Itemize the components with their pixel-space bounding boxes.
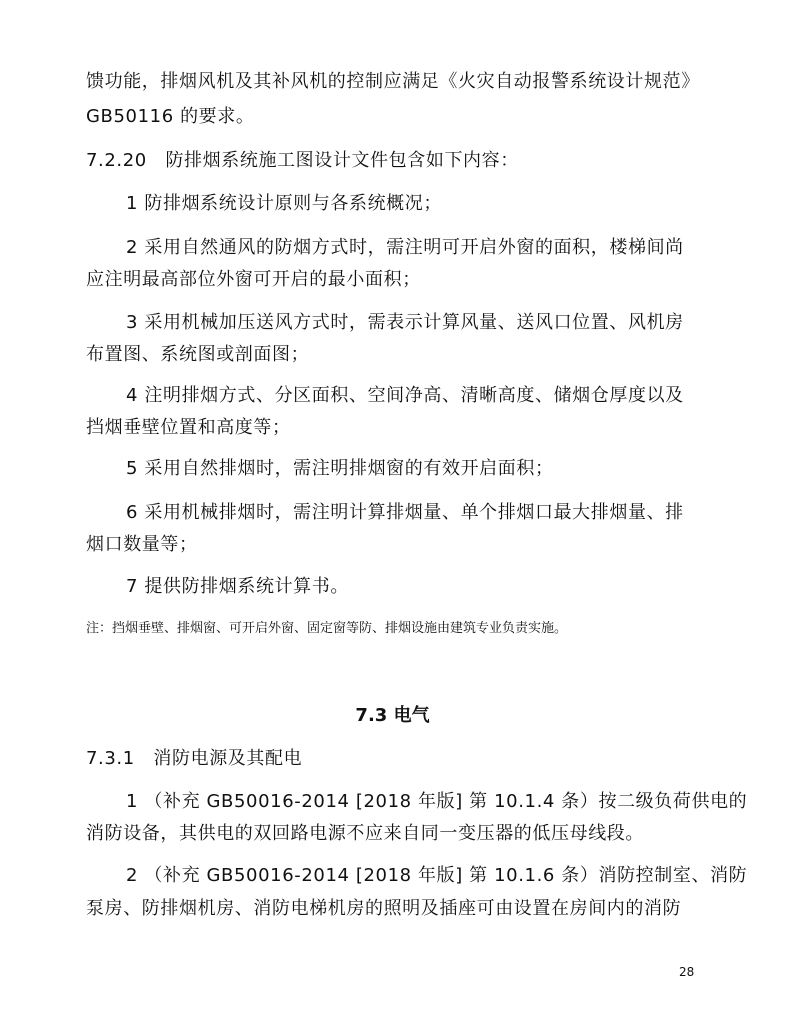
list-item-3-continued: 布置图、系统图或剖面图； bbox=[86, 344, 310, 365]
footnote: 注：挡烟垂壁、排烟窗、可开启外窗、固定窗等防、排烟设施由建筑专业负责实施。 bbox=[86, 621, 568, 636]
list-item-2-continued: 应注明最高部位外窗可开启的最小面积； bbox=[86, 269, 421, 290]
electrical-item-2: 2 （补充 GB50016-2014 [2018 年版] 第 10.1.6 条）消防控制室、消防 bbox=[126, 865, 748, 886]
list-item-7: 7 提供防排烟系统计算书。 bbox=[126, 576, 349, 597]
clause-heading-7-2-20: 7.2.20 防排烟系统施工图设计文件包含如下内容： bbox=[86, 150, 519, 171]
list-item-1: 1 防排烟系统设计原则与各系统概况； bbox=[126, 193, 442, 214]
electrical-item-1: 1 （补充 GB50016-2014 [2018 年版] 第 10.1.4 条）按二级负荷供电的 bbox=[126, 791, 748, 812]
electrical-item-1-continued: 消防设备，其供电的双回路电源不应来自同一变压器的低压母线段。 bbox=[86, 823, 644, 844]
list-item-6-continued: 烟口数量等； bbox=[86, 534, 198, 555]
list-item-2: 2 采用自然通风的防烟方式时，需注明可开启外窗的面积，楼梯间尚 bbox=[126, 237, 684, 258]
clause-heading-7-3-1: 7.3.1 消防电源及其配电 bbox=[86, 748, 303, 769]
body-text-line: 馈功能，排烟风机及其补风机的控制应满足《火灾自动报警系统设计规范》 bbox=[86, 71, 700, 92]
list-item-4: 4 注明排烟方式、分区面积、空间净高、清晰高度、储烟仓厚度以及 bbox=[126, 385, 684, 406]
list-item-4-continued: 挡烟垂壁位置和高度等； bbox=[86, 417, 291, 438]
list-item-6: 6 采用机械排烟时，需注明计算排烟量、单个排烟口最大排烟量、排 bbox=[126, 502, 684, 523]
list-item-3: 3 采用机械加压送风方式时，需表示计算风量、送风口位置、风机房 bbox=[126, 312, 684, 333]
section-heading: 7.3 电气 bbox=[355, 705, 430, 726]
electrical-item-2-continued: 泵房、防排烟机房、消防电梯机房的照明及插座可由设置在房间内的消防 bbox=[86, 898, 682, 919]
list-item-5: 5 采用自然排烟时，需注明排烟窗的有效开启面积； bbox=[126, 458, 554, 479]
body-text-line: GB50116 的要求。 bbox=[86, 106, 255, 127]
page-number: 28 bbox=[679, 965, 695, 979]
